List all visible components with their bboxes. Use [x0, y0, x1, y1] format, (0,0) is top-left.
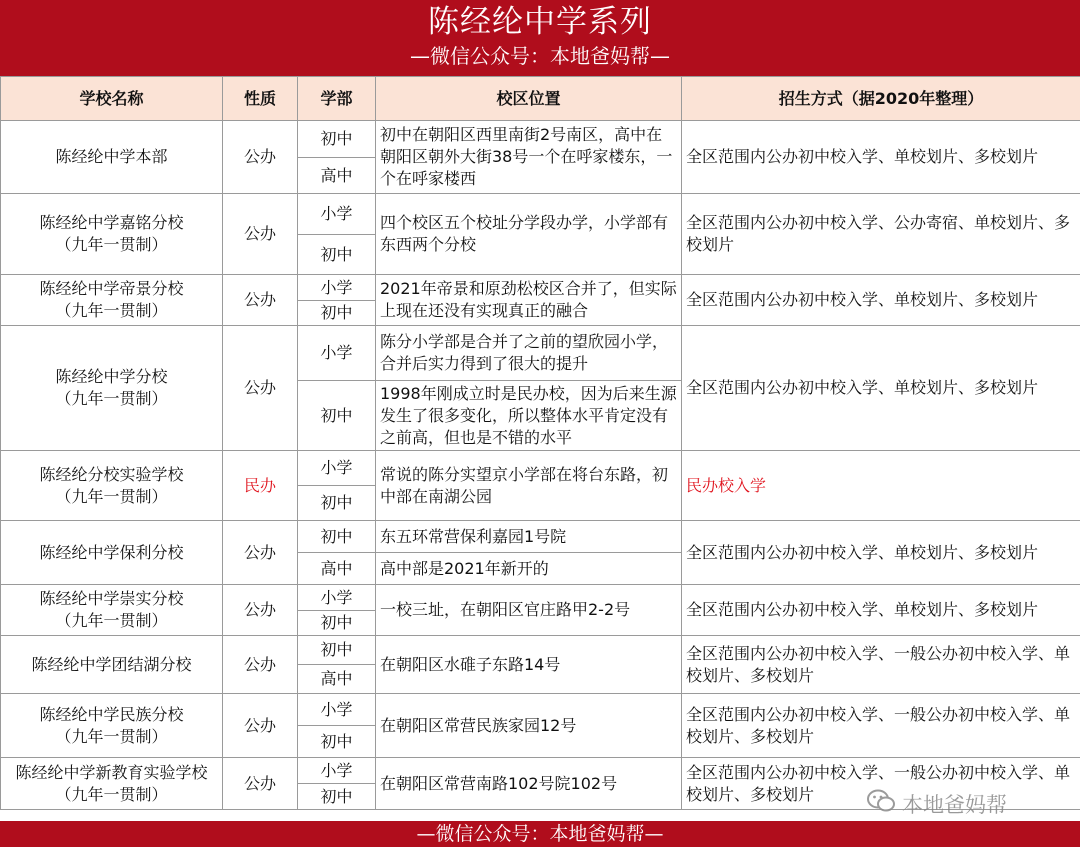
school-type: 公办: [223, 194, 298, 275]
school-admission: 全区范围内公办初中校入学、一般公办初中校入学、单校划片、多校划片: [682, 758, 1080, 810]
school-name: 陈经纶中学崇实分校 （九年一贯制）: [1, 585, 223, 636]
school-location: 1998年刚成立时是民办校，因为后来生源发生了很多变化，所以整体水平肯定没有之前高，但也是不错的水平: [376, 381, 682, 451]
footer-banner: —微信公众号：本地爸妈帮—: [0, 821, 1080, 847]
school-division: 小学: [298, 275, 376, 301]
table-row: [1, 275, 1080, 301]
watermark: [866, 788, 1007, 819]
school-table: [0, 76, 1080, 810]
header-location: 校区位置: [376, 77, 682, 121]
school-location: 在朝阳区水碓子东路14号: [376, 636, 682, 694]
school-division: 初中: [298, 784, 376, 810]
school-division: 初中: [298, 486, 376, 521]
school-name: 陈经纶中学嘉铭分校 （九年一贯制）: [1, 194, 223, 275]
table-row: [1, 585, 1080, 611]
school-type: 公办: [223, 758, 298, 810]
school-location: 四个校区五个校址分学段办学，小学部有东西两个分校: [376, 194, 682, 275]
table-header-row: [1, 77, 1080, 121]
school-location: 在朝阳区常营南路102号院102号: [376, 758, 682, 810]
table-row: [1, 694, 1080, 726]
school-division: 初中: [298, 521, 376, 553]
wechat-icon: [866, 788, 896, 819]
watermark-text: 本地爸妈帮: [902, 792, 1007, 817]
school-type: 公办: [223, 121, 298, 194]
school-location: 常说的陈分实望京小学部在将台东路，初中部在南湖公园: [376, 451, 682, 521]
table-row: [1, 758, 1080, 784]
school-division: 高中: [298, 553, 376, 585]
school-admission: 全区范围内公办初中校入学、一般公办初中校入学、单校划片、多校划片: [682, 636, 1080, 694]
table-row: [1, 326, 1080, 381]
school-location: 高中部是2021年新开的: [376, 553, 682, 585]
school-location: 东五环常营保利嘉园1号院: [376, 521, 682, 553]
school-type: 公办: [223, 275, 298, 326]
school-location: 一校三址，在朝阳区官庄路甲2-2号: [376, 585, 682, 636]
page-subtitle: —微信公众号：本地爸妈帮—: [410, 44, 670, 68]
school-location: 2021年帝景和原劲松校区合并了，但实际上现在还没有实现真正的融合: [376, 275, 682, 326]
school-division: 初中: [298, 726, 376, 758]
table-row: [1, 194, 1080, 235]
school-name: 陈经纶中学保利分校: [1, 521, 223, 585]
school-admission: 全区范围内公办初中校入学、单校划片、多校划片: [682, 275, 1080, 326]
school-admission: 全区范围内公办初中校入学、单校划片、多校划片: [682, 585, 1080, 636]
school-division: 小学: [298, 194, 376, 235]
school-type: 公办: [223, 326, 298, 451]
school-name: 陈经纶中学新教育实验学校 （九年一贯制）: [1, 758, 223, 810]
school-type: 公办: [223, 521, 298, 585]
school-division: 初中: [298, 381, 376, 451]
header-school-name: 学校名称: [1, 77, 223, 121]
school-division: 小学: [298, 326, 376, 381]
table-row: [1, 636, 1080, 665]
school-name: 陈经纶中学帝景分校 （九年一贯制）: [1, 275, 223, 326]
school-type: 民办: [223, 451, 298, 521]
school-location: 在朝阳区常营民族家园12号: [376, 694, 682, 758]
school-admission: 全区范围内公办初中校入学、单校划片、多校划片: [682, 326, 1080, 451]
header-division: 学部: [298, 77, 376, 121]
school-name: 陈经纶分校实验学校 （九年一贯制）: [1, 451, 223, 521]
school-location: 初中在朝阳区西里南街2号南区，高中在朝阳区朝外大街38号一个在呼家楼东，一个在呼家楼西: [376, 121, 682, 194]
school-division: 小学: [298, 758, 376, 784]
school-division: 初中: [298, 235, 376, 275]
school-admission: 全区范围内公办初中校入学、一般公办初中校入学、单校划片、多校划片: [682, 694, 1080, 758]
school-type: 公办: [223, 636, 298, 694]
table-row: [1, 121, 1080, 158]
school-admission: 全区范围内公办初中校入学、公办寄宿、单校划片、多校划片: [682, 194, 1080, 275]
page-title: 陈经纶中学系列: [428, 4, 652, 40]
school-division: 初中: [298, 301, 376, 326]
table-row: [1, 521, 1080, 553]
header-type: 性质: [223, 77, 298, 121]
table-row: [1, 451, 1080, 486]
school-name: 陈经纶中学民族分校 （九年一贯制）: [1, 694, 223, 758]
school-name: 陈经纶中学团结湖分校: [1, 636, 223, 694]
school-division: 初中: [298, 636, 376, 665]
school-location: 陈分小学部是合并了之前的望欣园小学，合并后实力得到了很大的提升: [376, 326, 682, 381]
school-admission: 民办校入学: [682, 451, 1080, 521]
school-division: 高中: [298, 665, 376, 694]
school-division: 小学: [298, 694, 376, 726]
school-admission: 全区范围内公办初中校入学、单校划片、多校划片: [682, 521, 1080, 585]
school-division: 小学: [298, 451, 376, 486]
school-type: 公办: [223, 694, 298, 758]
header-admission: 招生方式（据2020年整理）: [682, 77, 1080, 121]
school-division: 小学: [298, 585, 376, 611]
school-name: 陈经纶中学本部: [1, 121, 223, 194]
school-division: 高中: [298, 158, 376, 194]
school-name: 陈经纶中学分校 （九年一贯制）: [1, 326, 223, 451]
school-admission: 全区范围内公办初中校入学、单校划片、多校划片: [682, 121, 1080, 194]
title-banner: [0, 0, 1080, 76]
school-division: 初中: [298, 121, 376, 158]
school-type: 公办: [223, 585, 298, 636]
school-division: 初中: [298, 611, 376, 636]
